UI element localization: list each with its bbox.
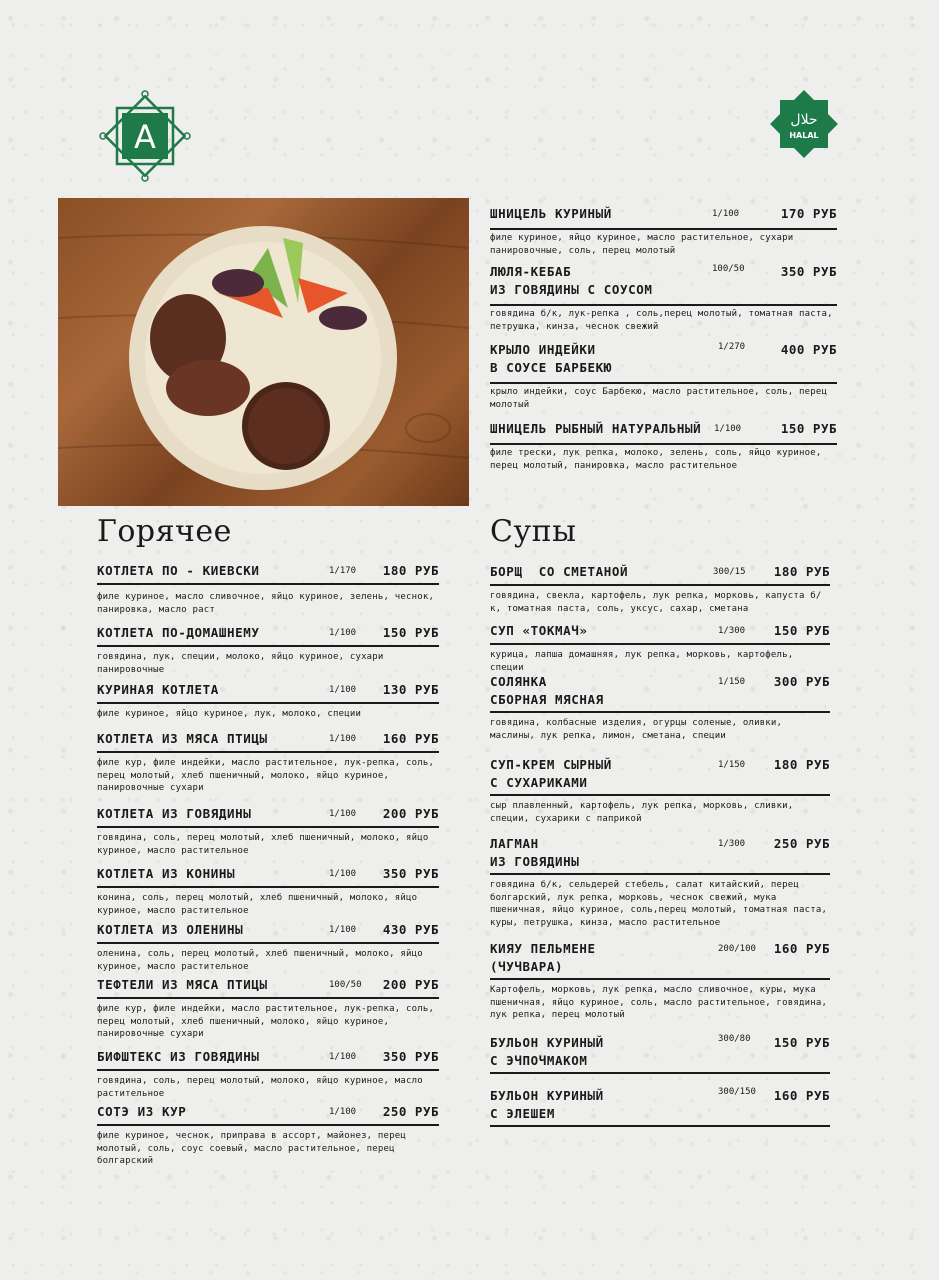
hot-menu bbox=[97, 562, 439, 1172]
section-title-soups: Супы bbox=[490, 514, 577, 549]
item-price: 160 РУБ bbox=[773, 941, 830, 956]
section-title-hot: Горячее bbox=[97, 514, 232, 549]
item-description: конина, соль, перец молотый, хлеб пшеничный, молоко, яйцо куриное, масло растительное bbox=[97, 893, 418, 916]
item-name: БУЛЬОН КУРИНЫЙ С ЭЧПОЧМАКОМ bbox=[490, 1035, 604, 1068]
item-name: ЛЮЛЯ-КЕБАБ ИЗ ГОВЯДИНЫ С СОУСОМ bbox=[490, 264, 653, 297]
item-weight: 1/100 bbox=[329, 925, 357, 935]
item-description: крыло индейки, соус Барбекю, масло растительное, соль, перец молотый bbox=[490, 387, 828, 410]
item-price: 350 РУБ bbox=[382, 866, 439, 881]
item-divider bbox=[490, 711, 830, 713]
item-weight: 300/80 bbox=[718, 1034, 751, 1044]
item-description: филе куриное, яйцо куриное, лук, молоко, специи bbox=[97, 709, 362, 719]
item-weight: 1/100 bbox=[329, 809, 357, 819]
item-divider bbox=[490, 1072, 830, 1074]
halal-badge-icon bbox=[768, 88, 840, 160]
item-description: говядина, соль, перец молотый, молоко, яйцо куриное, масло растительное bbox=[97, 1076, 423, 1099]
item-name: ШНИЦЕЛЬ РЫБНЫЙ НАТУРАЛЬНЫЙ bbox=[490, 421, 702, 436]
item-description: говядина б/к, сельдерей стебель, салат китайский, перец болгарский, лук репка, морковь, чеснок свежий, мука пшеничная, яйцо куриное, соль,перец молотый, томатная паста, куры, петрушка, кинза, масло растительное bbox=[490, 880, 828, 928]
item-divider bbox=[490, 873, 830, 875]
halal-arabic-text: حلال bbox=[790, 112, 818, 128]
item-name: КУРИНАЯ КОТЛЕТА bbox=[97, 682, 219, 697]
item-weight: 1/100 bbox=[329, 685, 357, 695]
item-divider bbox=[97, 997, 439, 999]
item-divider bbox=[97, 942, 439, 944]
item-price: 150 РУБ bbox=[780, 421, 837, 436]
item-name: КИЯУ ПЕЛЬМЕНЕ (ЧУЧВАРА) bbox=[490, 941, 596, 974]
item-name: КОТЛЕТА ИЗ ОЛЕНИНЫ bbox=[97, 922, 244, 937]
item-name: СУП-КРЕМ СЫРНЫЙ С СУХАРИКАМИ bbox=[490, 757, 612, 790]
item-weight: 300/15 bbox=[713, 567, 746, 577]
item-weight: 1/100 bbox=[329, 869, 357, 879]
item-price: 300 РУБ bbox=[773, 674, 830, 689]
item-divider bbox=[97, 886, 439, 888]
item-name: КОТЛЕТА ИЗ ГОВЯДИНЫ bbox=[97, 806, 252, 821]
item-description: говядина, лук, специи, молоко, яйцо куриное, сухари панировочные bbox=[97, 652, 384, 675]
item-description: говядина б/к, лук-репка , соль,перец молотый, томатная паста, петрушка, кинза, чеснок свежий bbox=[490, 309, 833, 332]
dish-photo bbox=[58, 198, 469, 506]
item-name: СОЛЯНКА СБОРНАЯ МЯСНАЯ bbox=[490, 674, 604, 707]
item-name: БИФШТЕКС ИЗ ГОВЯДИНЫ bbox=[97, 1049, 260, 1064]
logo-letter: A bbox=[134, 118, 156, 156]
item-weight: 1/270 bbox=[718, 342, 746, 352]
item-weight: 1/300 bbox=[718, 626, 746, 636]
item-divider bbox=[97, 1069, 439, 1071]
item-divider bbox=[97, 751, 439, 753]
item-name: КОТЛЕТА ПО - КИЕВСКИ bbox=[97, 563, 260, 578]
item-divider bbox=[490, 1125, 830, 1127]
item-name: ЛАГМАН ИЗ ГОВЯДИНЫ bbox=[490, 836, 580, 869]
item-price: 180 РУБ bbox=[382, 563, 439, 578]
item-description: филе куриное, чеснок, приправа в ассорт, майонез, перец молотый, соль, соус соевый, масло растительное, перец болгарский bbox=[97, 1131, 407, 1166]
item-price: 160 РУБ bbox=[773, 1088, 830, 1103]
top-right-menu bbox=[490, 205, 837, 485]
item-weight: 100/50 bbox=[329, 980, 362, 990]
item-divider bbox=[490, 978, 830, 980]
item-divider bbox=[97, 826, 439, 828]
item-weight: 1/100 bbox=[712, 209, 740, 219]
item-weight: 200/100 bbox=[718, 944, 756, 954]
item-description: говядина, свекла, картофель, лук репка, морковь, капуста б/к, томатная паста, соль, уксус, сахар, сметана bbox=[490, 591, 822, 614]
item-name: КОТЛЕТА ПО-ДОМАШНЕМУ bbox=[97, 625, 260, 640]
item-price: 150 РУБ bbox=[382, 625, 439, 640]
halal-label: HALAL bbox=[789, 131, 819, 140]
item-price: 150 РУБ bbox=[773, 1035, 830, 1050]
item-name: КРЫЛО ИНДЕЙКИ В СОУСЕ БАРБЕКЮ bbox=[490, 342, 612, 375]
item-name: СОТЭ ИЗ КУР bbox=[97, 1104, 187, 1119]
item-weight: 1/100 bbox=[329, 628, 357, 638]
item-divider bbox=[490, 228, 837, 230]
item-weight: 1/100 bbox=[329, 1052, 357, 1062]
item-description: филе кур, филе индейки, масло растительное, лук-репка, соль, перец молотый, хлеб пшеничный, молоко, яйцо куриное, панировочные сухари bbox=[97, 758, 435, 793]
item-price: 250 РУБ bbox=[773, 836, 830, 851]
item-description: курица, лапша домашняя, лук репка, морковь, картофель, специи bbox=[490, 650, 794, 673]
item-price: 170 РУБ bbox=[780, 206, 837, 221]
item-description: филе трески, лук репка, молоко, зелень, соль, яйцо куриное, перец молотый, панировка, масло растительное bbox=[490, 448, 822, 471]
item-price: 400 РУБ bbox=[780, 342, 837, 357]
item-divider bbox=[97, 702, 439, 704]
item-price: 200 РУБ bbox=[382, 806, 439, 821]
item-weight: 100/50 bbox=[712, 264, 745, 274]
item-divider bbox=[97, 1124, 439, 1126]
item-weight: 1/150 bbox=[718, 760, 746, 770]
item-weight: 300/150 bbox=[718, 1087, 756, 1097]
item-description: Картофель, морковь, лук репка, масло сливочное, куры, мука пшеничная, яйцо куриное, соль, масло растительное, говядина, лук репка, перец молотый bbox=[490, 985, 828, 1020]
item-description: филе куриное, масло сливочное, яйцо куриное, зелень, чеснок, панировка, масло раст bbox=[97, 592, 435, 615]
item-divider bbox=[490, 382, 837, 384]
item-description: говядина, соль, перец молотый, хлеб пшеничный, молоко, яйцо куриное, масло растительное bbox=[97, 833, 429, 856]
item-description: сыр плавленный, картофель, лук репка, морковь, сливки, специи, сухарики с паприкой bbox=[490, 801, 794, 824]
item-name: КОТЛЕТА ИЗ МЯСА ПТИЦЫ bbox=[97, 731, 268, 746]
item-name: БУЛЬОН КУРИНЫЙ С ЭЛЕШЕМ bbox=[490, 1088, 604, 1121]
item-price: 430 РУБ bbox=[382, 922, 439, 937]
item-description: филе куриное, яйцо куриное, масло растительное, сухари панировочные, соль, перец молотый bbox=[490, 233, 794, 256]
item-name: СУП «ТОКМАЧ» bbox=[490, 623, 588, 638]
item-name: БОРЩ СО СМЕТАНОЙ bbox=[490, 564, 629, 579]
item-divider bbox=[490, 584, 830, 586]
item-price: 350 РУБ bbox=[780, 264, 837, 279]
item-weight: 1/170 bbox=[329, 566, 357, 576]
item-description: говядина, колбасные изделия, огурцы соленые, оливки, маслины, лук репка, лимон, сметана, специи bbox=[490, 718, 783, 741]
item-weight: 1/150 bbox=[718, 677, 746, 687]
item-name: ШНИЦЕЛЬ КУРИНЫЙ bbox=[490, 206, 612, 221]
item-price: 130 РУБ bbox=[382, 682, 439, 697]
item-price: 180 РУБ bbox=[773, 564, 830, 579]
item-name: ТЕФТЕЛИ ИЗ МЯСА ПТИЦЫ bbox=[97, 977, 268, 992]
item-price: 250 РУБ bbox=[382, 1104, 439, 1119]
item-weight: 1/300 bbox=[718, 839, 746, 849]
soups-menu bbox=[490, 563, 830, 1138]
item-weight: 1/100 bbox=[329, 1107, 357, 1117]
item-price: 350 РУБ bbox=[382, 1049, 439, 1064]
item-divider bbox=[490, 304, 837, 306]
item-price: 180 РУБ bbox=[773, 757, 830, 772]
item-price: 150 РУБ bbox=[773, 623, 830, 638]
item-divider bbox=[97, 645, 439, 647]
item-divider bbox=[490, 643, 830, 645]
item-price: 160 РУБ bbox=[382, 731, 439, 746]
item-weight: 1/100 bbox=[714, 424, 742, 434]
item-divider bbox=[490, 443, 837, 445]
item-price: 200 РУБ bbox=[382, 977, 439, 992]
item-weight: 1/100 bbox=[329, 734, 357, 744]
item-description: оленина, соль, перец молотый, хлеб пшеничный, молоко, яйцо куриное, масло растительное bbox=[97, 949, 423, 972]
item-description: филе кур, филе индейки, масло растительное, лук-репка, соль, перец молотый, хлеб пшеничный, молоко, яйцо куриное, панировочные сухари bbox=[97, 1004, 435, 1039]
restaurant-logo-icon bbox=[97, 88, 193, 184]
item-divider bbox=[97, 583, 439, 585]
item-name: КОТЛЕТА ИЗ КОНИНЫ bbox=[97, 866, 236, 881]
item-divider bbox=[490, 794, 830, 796]
